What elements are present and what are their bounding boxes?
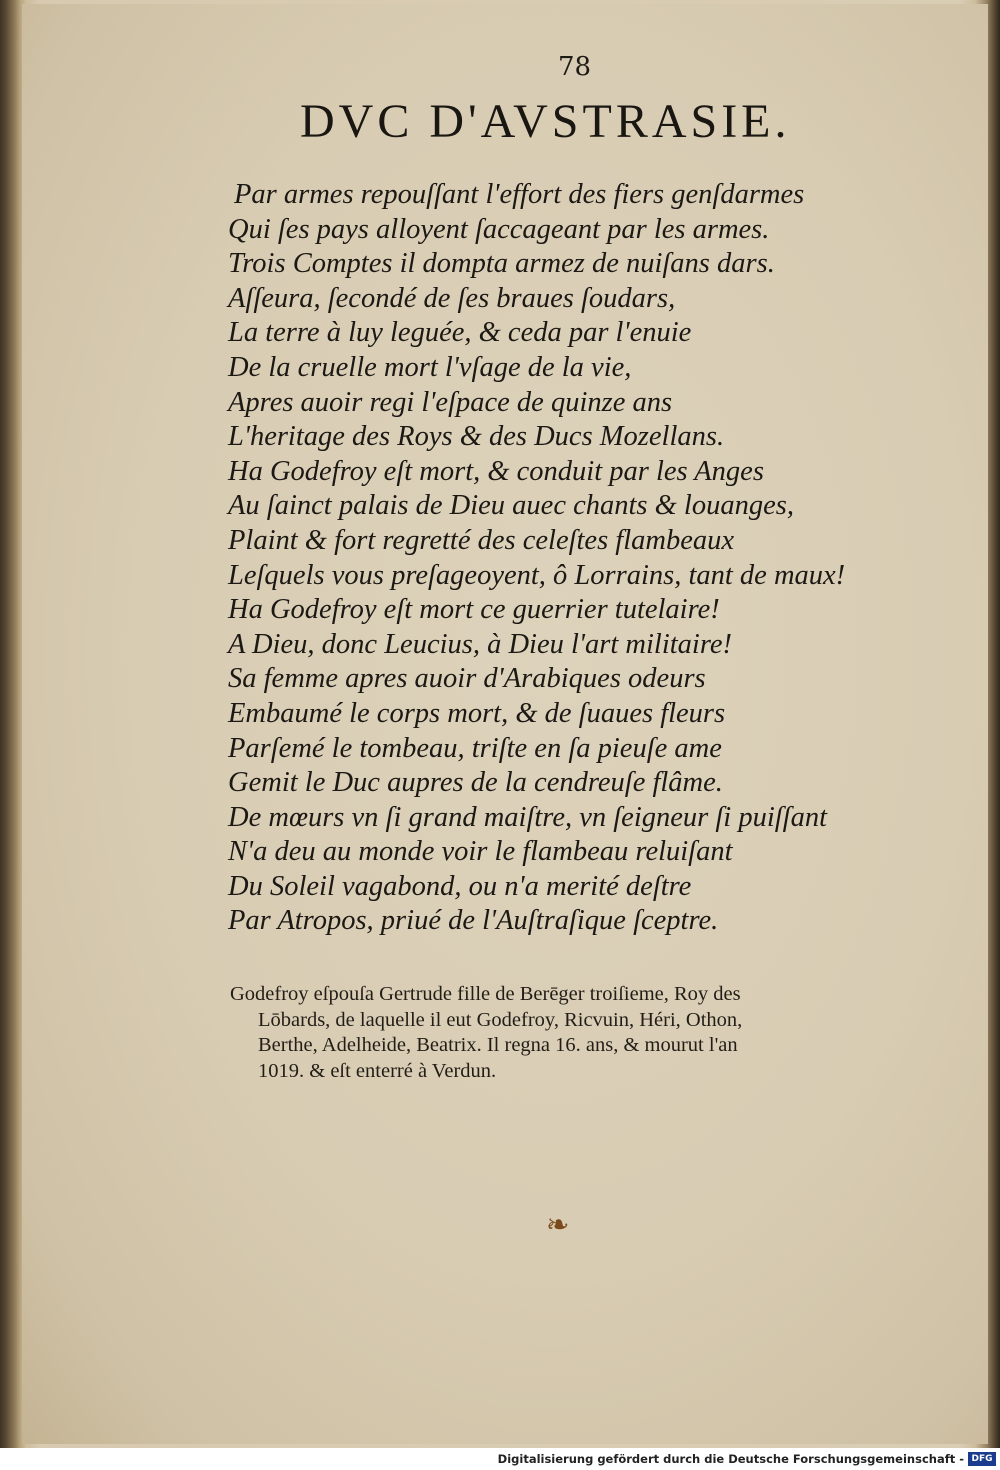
verse-line: A Dieu, donc Leucius, à Dieu l'art militaire! [228,628,732,660]
verse-line: Sa femme apres auoir d'Arabiques odeurs [228,663,706,695]
historical-note [230,982,855,1084]
dfg-logo-icon: DFG [968,1452,996,1466]
verse-line: Ha Godefroy eſt mort, & conduit par les Anges [228,455,764,487]
verse-line: Embaumé le corps mort, & de ſuaues fleurs [228,697,726,729]
verse-line: De la cruelle mort l'vſage de la vie, [228,351,632,383]
note-line: 1019. & eſt enterré à Verdun. [258,1059,497,1082]
poem-verse [228,178,928,939]
verse-line: N'a deu au monde voir le flambeau reluiſant [228,836,733,868]
verse-line: Trois Comptes il dompta armez de nuiſans dars. [228,248,775,280]
verse-line: Aſſeura, ſecondé de ſes braues ſoudars, [228,282,676,314]
verse-line: Apres auoir regi l'eſpace de quinze ans [228,386,673,418]
verse-line: Par armes repouſſant l'effort des fiers genſdarmes [234,179,805,210]
note-line: Lōbards, de laquelle il eut Godefroy, Ricvuin, Héri, Othon, [258,1008,743,1031]
verse-line: Gemit le Duc aupres de la cendreuſe flâme. [228,767,723,799]
digitization-footer [0,1448,1000,1470]
running-head: DVC D'AVSTRASIE. [300,95,791,148]
verse-line: Leſquels vous preſageoyent, ô Lorrains, tant de maux! [228,559,846,591]
verse-line: Du Soleil vagabond, ou n'a merité deſtre [228,870,692,902]
verse-line: Plaint & fort regretté des celeſtes flambeaux [228,524,735,556]
funding-credit: Digitalisierung gefördert durch die Deutsche Forschungsgemeinschaft - [497,1452,964,1466]
note-line: Berthe, Adelheide, Beatrix. Il regna 16. ans, & mourut l'an [258,1034,738,1056]
page-number: 78 [558,52,592,82]
fleuron-ornament-icon: ❧ [546,1208,570,1241]
verse-line: Parſemé le tombeau, triſte en ſa pieuſe ame [228,732,722,764]
verse-line: De mœurs vn ſi grand maiſtre, vn ſeigneur ſi puiſſant [228,801,827,833]
verse-line: Ha Godefroy eſt mort ce guerrier tutelaire! [228,594,720,626]
verse-line: Par Atropos, priué de l'Auſtraſique ſceptre. [228,905,719,937]
note-line: Godefroy eſpouſa Gertrude fille de Berēger troiſieme, Roy des [230,983,741,1005]
verse-line: La terre à luy leguée, & ceda par l'enuie [228,317,692,349]
verse-line: L'heritage des Roys & des Ducs Mozellans. [228,421,725,453]
verse-line: Qui ſes pays alloyent ſaccageant par les armes. [228,213,770,245]
verse-line: Au ſainct palais de Dieu auec chants & louanges, [228,490,794,522]
